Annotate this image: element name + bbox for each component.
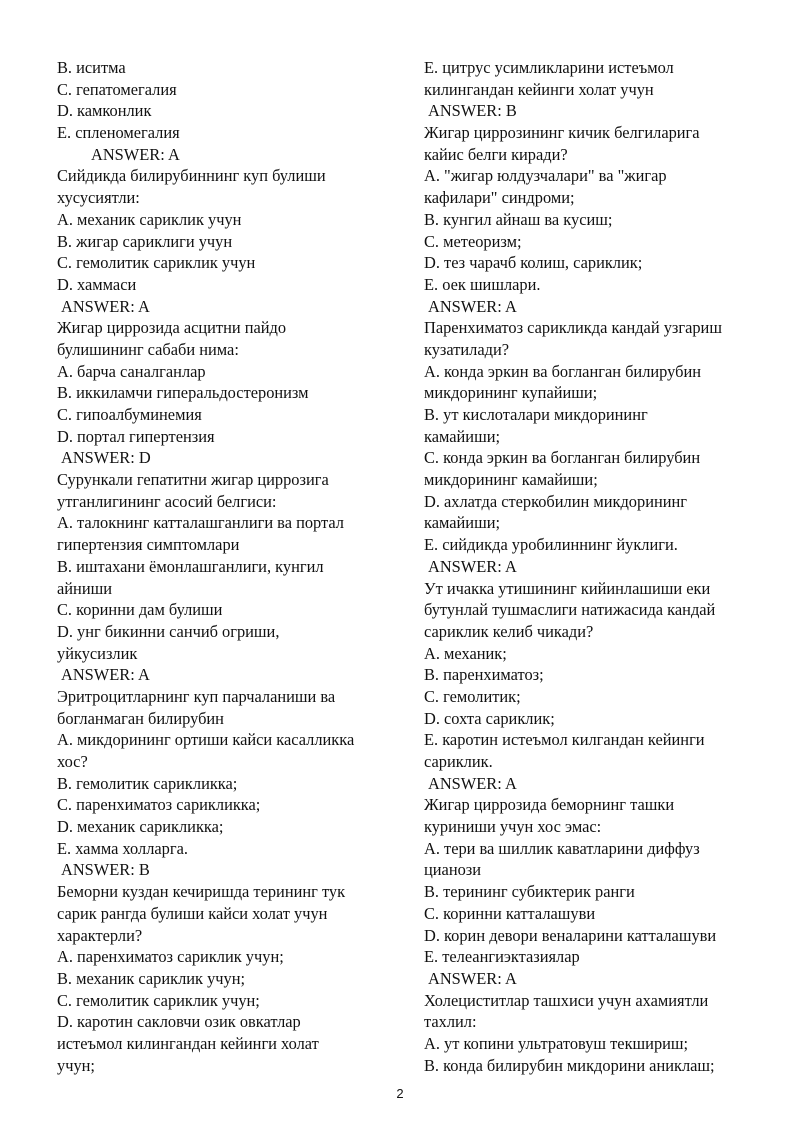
text-line: B. иштахани ёмонлашганлиги, кунгил (57, 556, 324, 576)
text-line: A. "жигар юлдузчалари" ва "жигар (424, 166, 667, 186)
text-line: D. сохта сариклик; (424, 708, 555, 728)
text-line: сариклик. (424, 752, 493, 771)
text-line: куриниши учун хос эмас: (424, 817, 602, 837)
answer-line: ANSWER: A (428, 296, 517, 316)
text-line: E. сийдикда уробилиннинг йуклиги. (424, 535, 678, 555)
text-line: A. микдорининг ортиши кайси касалликка (57, 730, 355, 750)
left-column (57, 57, 387, 1076)
text-line: A. механик; (424, 643, 507, 663)
page-number: 2 (396, 1086, 404, 1101)
text-line: уйкусизлик (57, 643, 138, 663)
text-line: микдорининг камайиши; (424, 470, 598, 490)
answer-line: ANSWER: A (61, 296, 150, 316)
text-line: D. тез чарачб колиш, сариклик; (424, 253, 643, 273)
text-line: A. барча саналганлар (57, 361, 206, 381)
text-line: C. паренхиматоз сарикликка; (57, 795, 261, 815)
text-line: характерли? (57, 925, 143, 945)
text-line: B. гемолитик сарикликка; (57, 773, 238, 793)
text-line: A. талокнинг катталашганлиги ва портал (57, 513, 344, 533)
text-line: E. хамма холларга. (57, 838, 188, 858)
text-line: A. паренхиматоз сариклик учун; (57, 947, 284, 967)
text-line: тахлил: (424, 1012, 477, 1032)
text-line: E. спленомегалия (57, 123, 180, 143)
text-line: Эритроцитларнинг куп парчаланиши ва (57, 686, 336, 706)
text-line: богланмаган билирубин (57, 708, 224, 728)
text-line: B. ут кислоталари микдорининг (424, 405, 648, 424)
text-line: C. гипоалбуминемия (57, 405, 202, 424)
text-line: D. портал гипертензия (57, 426, 215, 446)
text-line: Ут ичакка утишининг кийинлашиши еки (424, 578, 711, 598)
text-line: кафилари" синдроми; (424, 188, 575, 208)
text-line: Беморни куздан кечиришда терининг тук (57, 882, 346, 902)
text-line: B. терининг субиктерик ранги (424, 882, 635, 902)
answer-line: ANSWER: A (61, 665, 150, 685)
text-line: Жигар циррозида асцитни пайдо (57, 318, 287, 338)
text-line: C. гемолитик; (424, 686, 521, 706)
text-line: D. каротин сакловчи озик овкатлар (57, 1012, 301, 1032)
text-line: B. механик сариклик учун; (57, 968, 246, 988)
text-line: сарик рангда булиши кайси холат учун (57, 903, 328, 923)
text-line: камайиши; (424, 426, 501, 446)
text-line: микдорининг купайиши; (424, 383, 598, 403)
text-line: D. камконлик (57, 101, 152, 121)
text-line: истеъмол килингандан кейинги холат (57, 1033, 319, 1053)
text-line: D. ахлатда стеркобилин микдорининг (424, 491, 688, 511)
text-line: учун; (57, 1055, 95, 1075)
text-line: кузатилади? (424, 339, 510, 359)
text-line: айниши (57, 578, 112, 598)
text-line: E. каротин истеъмол килгандан кейинги (424, 730, 705, 750)
text-line: A. конда эркин ва богланган билирубин (424, 361, 701, 381)
text-line: гипертензия симптомлари (57, 535, 240, 555)
text-line: Жигар циррозининг кичик белгиларига (424, 123, 700, 143)
text-line: C. коринни дам булиши (57, 600, 223, 620)
text-line: бутунлай тушмаслиги натижасида кандай (424, 600, 716, 620)
answer-line: ANSWER: D (61, 448, 151, 468)
text-line: C. коринни катталашуви (424, 903, 596, 923)
text-line: C. гемолитик сариклик учун (57, 253, 256, 273)
text-line: E. оек шишлари. (424, 274, 541, 294)
text-line: Сийдикда билирубиннинг куп булиши (57, 166, 326, 186)
text-line: Холециститлар ташхиси учун ахамиятли (424, 990, 709, 1010)
right-column (424, 57, 754, 1076)
text-line: C. гепатомегалия (57, 79, 177, 99)
text-line: A. ут копини ультратовуш текшириш; (424, 1033, 689, 1053)
text-line: D. хаммаси (57, 274, 137, 294)
answer-line: ANSWER: A (428, 968, 517, 988)
answer-line: ANSWER: A (428, 773, 517, 793)
text-line: хусусиятли: (57, 188, 140, 208)
text-line: C. конда эркин ва богланган билирубин (424, 448, 701, 468)
text-line: кайис белги киради? (424, 144, 568, 164)
answer-line: ANSWER: B (61, 860, 150, 880)
text-line: E. телеангиэктазиялар (424, 947, 580, 967)
answer-line: ANSWER: A (91, 144, 180, 164)
text-line: D. корин девори веналарини катталашуви (424, 925, 717, 945)
text-line: хос? (57, 752, 88, 771)
text-line: B. иккиламчи гиперальдостеронизм (57, 383, 309, 403)
text-line: B. конда билирубин микдорини аниклаш; (424, 1055, 715, 1075)
text-line: утганлигининг асосий белгиси: (57, 491, 277, 511)
text-line: B. паренхиматоз; (424, 665, 544, 685)
text-line: C. гемолитик сариклик учун; (57, 990, 260, 1010)
text-line: цианози (424, 860, 482, 880)
text-line: B. иситма (57, 58, 126, 77)
text-line: B. кунгил айнаш ва кусиш; (424, 209, 613, 229)
answer-line: ANSWER: B (428, 101, 517, 121)
text-line: A. тери ва шиллик каватларини диффуз (424, 838, 700, 858)
text-line: D. унг бикинни санчиб огриши, (57, 621, 280, 641)
text-line: Жигар циррозида беморнинг ташки (424, 795, 675, 815)
text-line: булишининг сабаби нима: (57, 339, 239, 359)
answer-line: ANSWER: A (428, 556, 517, 576)
text-line: A. механик сариклик учун (57, 209, 242, 229)
text-line: Сурункали гепатитни жигар циррозига (57, 470, 329, 490)
text-line: D. механик сарикликка; (57, 817, 224, 837)
text-line: B. жигар сариклиги учун (57, 231, 233, 251)
text-line: килингандан кейинги холат учун (424, 79, 654, 99)
text-line: сариклик келиб чикади? (424, 621, 594, 641)
text-line: Паренхиматоз сарикликда кандай узгариш (424, 318, 722, 338)
text-line: E. цитрус усимликларини истеъмол (424, 58, 674, 77)
text-line: камайиши; (424, 513, 501, 533)
text-line: C. метеоризм; (424, 231, 522, 251)
